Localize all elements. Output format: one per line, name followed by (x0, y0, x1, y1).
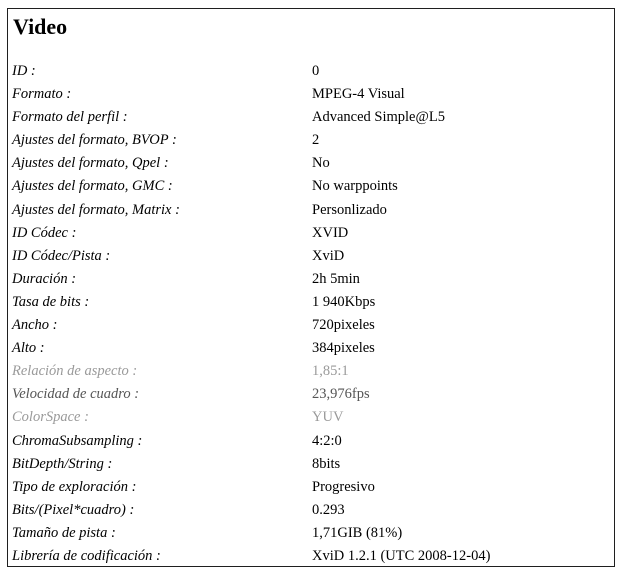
row-value: 1,71GIB (81%) (312, 524, 403, 541)
row-value: Progresivo (312, 478, 375, 495)
row-value: XviD (312, 247, 345, 264)
row-tipo-exploracion (12, 478, 612, 501)
row-chroma (12, 432, 612, 455)
video-info-panel (7, 8, 615, 567)
row-label: BitDepth/String : (12, 455, 113, 472)
row-label: Alto : (12, 340, 45, 357)
row-value: 2h 5min (312, 270, 360, 287)
row-value: 23,976fps (312, 386, 370, 403)
row-value: YUV (312, 409, 344, 426)
row-matrix (12, 201, 612, 224)
row-label: ColorSpace : (12, 409, 89, 426)
property-list (12, 62, 612, 570)
row-label: Librería de codificación : (12, 547, 161, 564)
row-value: No warppoints (312, 178, 398, 195)
row-formato-perfil (12, 108, 612, 131)
row-duracion (12, 270, 612, 293)
row-value: XviD 1.2.1 (UTC 2008-12-04) (312, 547, 491, 564)
row-value: 1 940Kbps (312, 293, 376, 310)
row-label: Ancho : (12, 317, 58, 334)
row-tamano-pista (12, 524, 612, 547)
row-value: 0 (312, 63, 320, 79)
row-label: Velocidad de cuadro : (12, 386, 140, 403)
row-value: 384pixeles (312, 340, 375, 357)
row-label: Ajustes del formato, Matrix : (12, 201, 180, 218)
row-libreria (12, 547, 612, 570)
row-value: 8bits (312, 455, 341, 472)
row-id (12, 62, 612, 85)
row-colorspace (12, 408, 612, 431)
row-ancho (12, 316, 612, 339)
row-value: 720pixeles (312, 317, 375, 334)
row-label: Tasa de bits : (12, 293, 90, 310)
row-label: ID Códec/Pista : (12, 247, 111, 264)
row-label: Ajustes del formato, Qpel : (12, 155, 169, 172)
row-label: Duración : (12, 270, 77, 287)
row-label: Formato del perfil : (12, 109, 128, 126)
row-alto (12, 339, 612, 362)
row-bvop (12, 131, 612, 154)
row-relacion-aspecto (12, 362, 612, 385)
row-label: Tipo de exploración : (12, 478, 137, 495)
row-value: MPEG-4 Visual (312, 86, 405, 103)
row-value: Personlizado (312, 201, 387, 218)
row-label: Formato : (12, 86, 72, 103)
row-bits-pixel (12, 501, 612, 524)
row-gmc (12, 177, 612, 200)
row-value: XVID (312, 224, 349, 241)
row-value: 1,85:1 (312, 363, 349, 380)
row-label: ChromaSubsampling : (12, 432, 143, 449)
row-id-codec-pista (12, 247, 612, 270)
row-label: ID : (12, 63, 36, 79)
row-value: Advanced Simple@L5 (312, 109, 445, 126)
row-label: Tamaño de pista : (12, 524, 116, 541)
row-formato (12, 85, 612, 108)
row-value: 4:2:0 (312, 432, 342, 449)
row-value: No (312, 155, 330, 172)
row-velocidad-cuadro (12, 385, 612, 408)
row-qpel (12, 154, 612, 177)
row-label: Ajustes del formato, BVOP : (12, 132, 177, 149)
section-title: Video (13, 14, 68, 39)
row-id-codec (12, 224, 612, 247)
row-label: Relación de aspecto : (12, 363, 138, 380)
row-value: 0.293 (312, 501, 345, 518)
row-label: Ajustes del formato, GMC : (12, 178, 173, 195)
row-label: Bits/(Pixel*cuadro) : (12, 501, 135, 518)
row-bitdepth (12, 455, 612, 478)
row-label: ID Códec : (12, 224, 77, 241)
row-value: 2 (312, 132, 320, 149)
row-tasa-bits (12, 293, 612, 316)
